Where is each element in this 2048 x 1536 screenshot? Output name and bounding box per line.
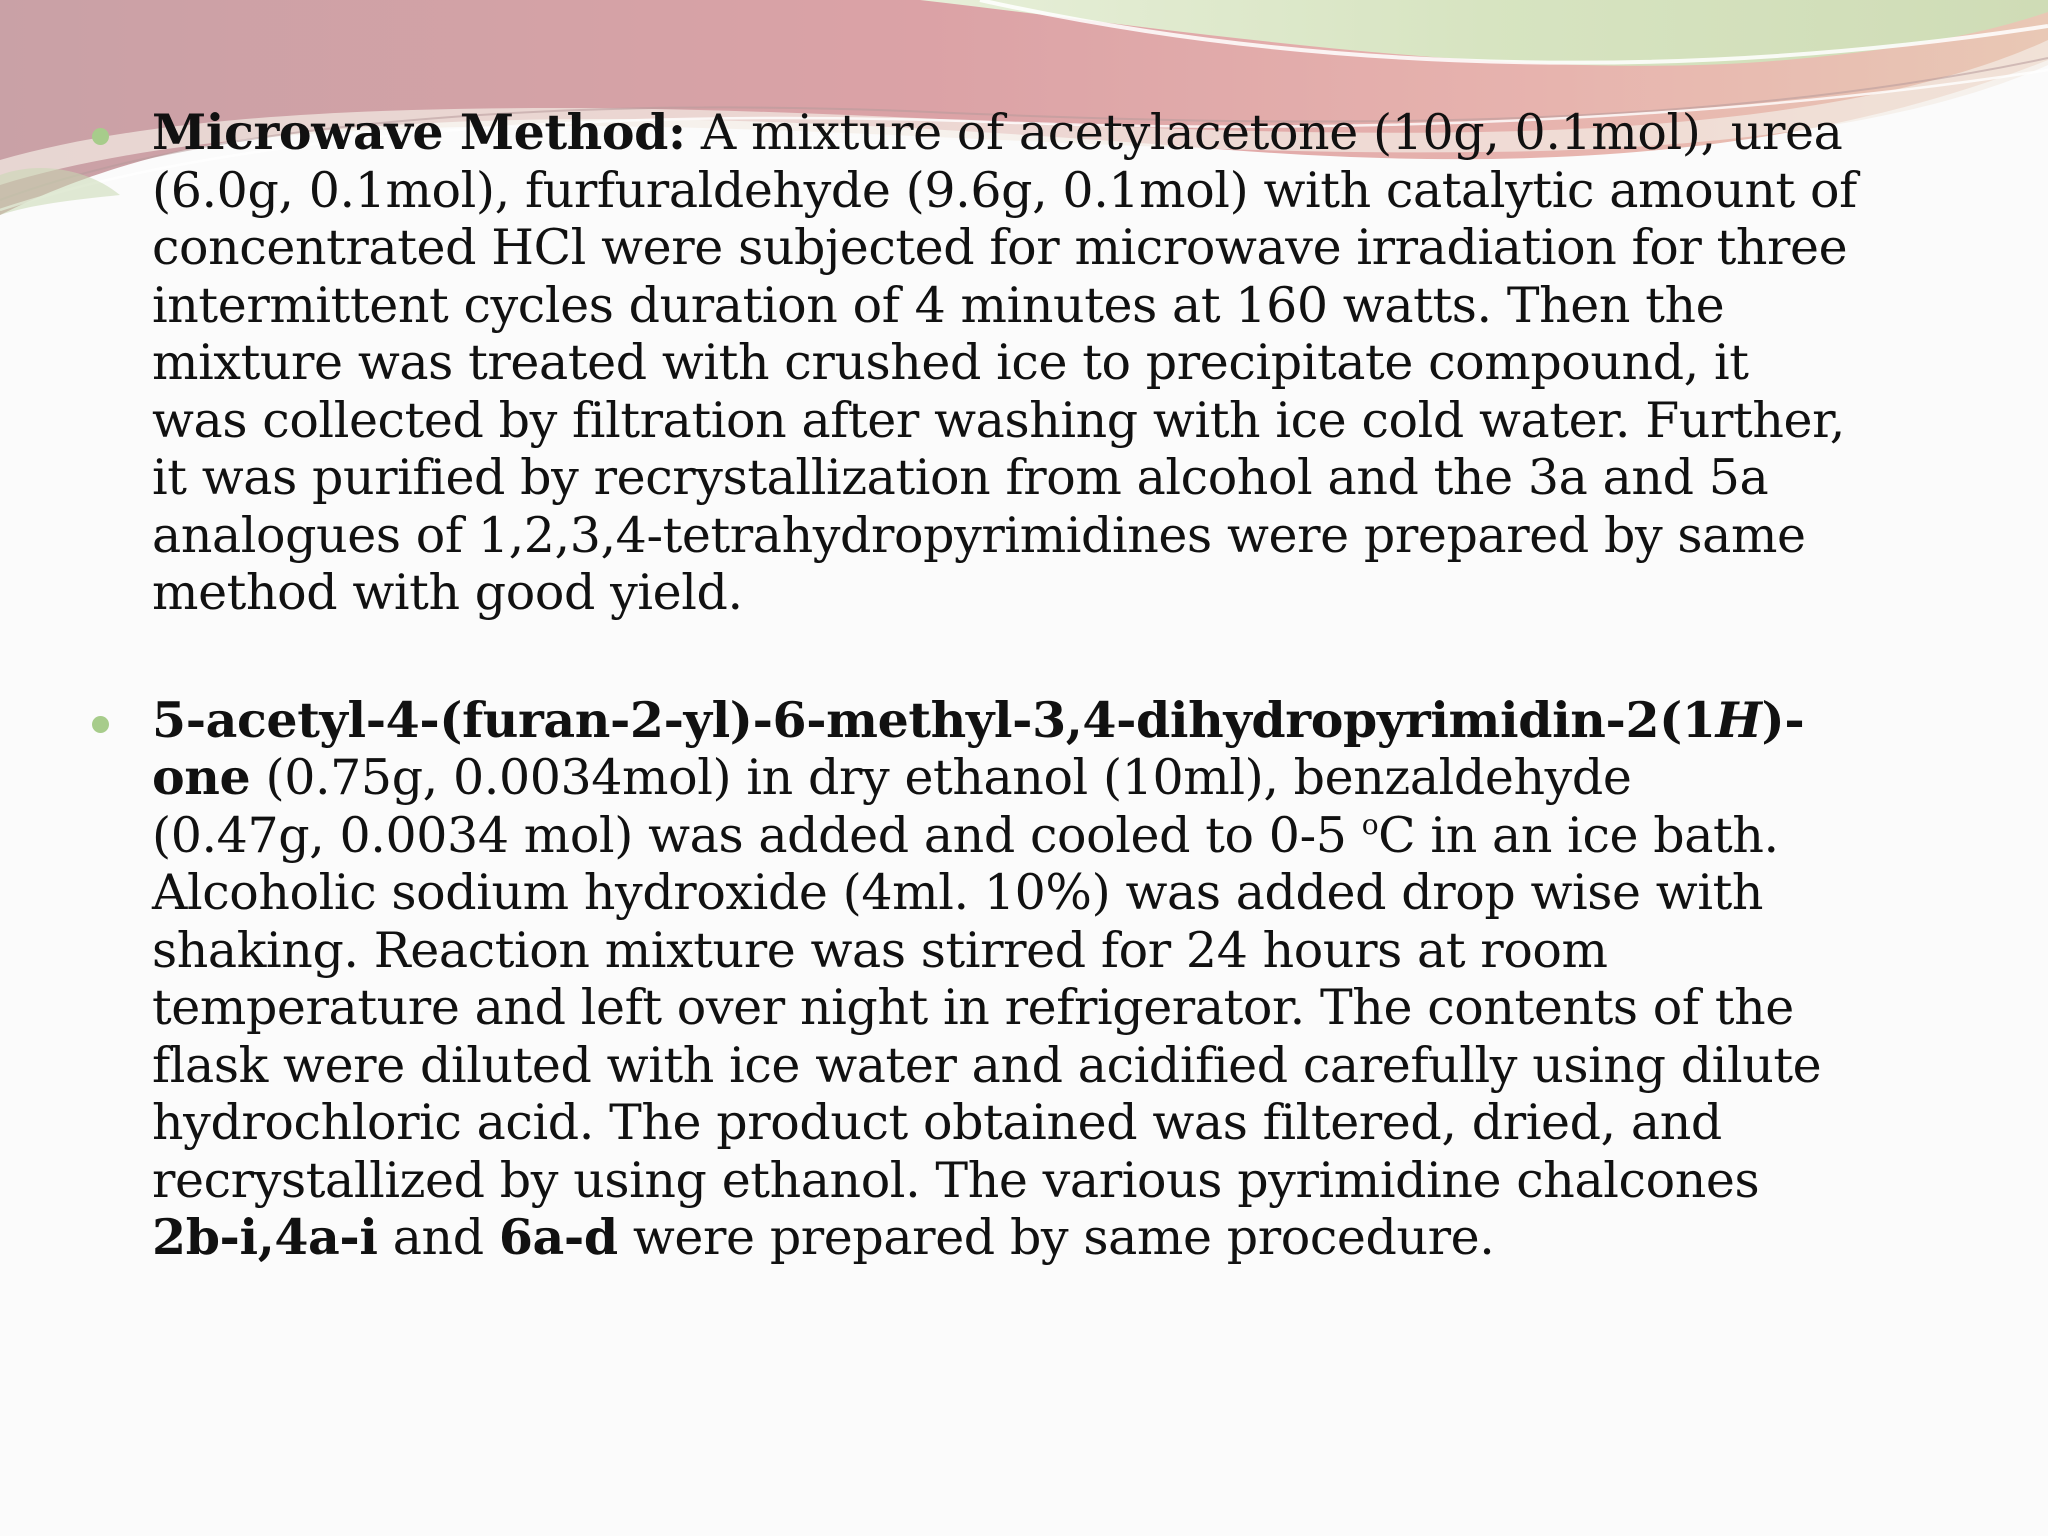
body-text: (0.75g, 0.0034mol) in dry ethanol (10ml), benzaldehyde (0.47g, 0.0034 mol) was added and cooled to 0-5	[152, 749, 1632, 864]
compound-label: 2b-i,4a-i	[152, 1208, 378, 1266]
compound-name-italic: H	[1715, 690, 1762, 749]
bullet-text	[152, 104, 1972, 622]
body-text: and	[377, 1209, 499, 1266]
bullet-dot-icon	[92, 128, 109, 145]
bullet-item-chalcone-procedure	[92, 692, 1972, 1267]
compound-name-end: )- one	[152, 690, 1805, 806]
bullet-item-microwave-method	[92, 104, 1972, 622]
body-text: C in an ice bath. Alcoholic sodium hydroxide (4ml. 10%) was added drop wise with shaking. Reaction mixture was stirred for 24 hours at room temperature and left over night in refrigerator. The contents of the flask were diluted with ice water and acidified carefully using dilute hydrochloric acid. The product obtained was filtered, dried, and recrystallized by using ethanol. The various pyrimidine chalcones	[152, 806, 1822, 1209]
compound-label: 6a-d	[498, 1208, 618, 1266]
body-text: A mixture of acetylacetone (10g, 0.1mol), urea (6.0g, 0.1mol), furfuraldehyde (9.6g, 0.1mol) with catalytic amount of concentrated HCl were subjected for microwave irradiation for three intermittent cycles duration of 4 minutes at 160 watts. Then the mixture was treated with crushed ice to precipitate compound, it was collected by filtration after washing with ice cold water. Further, it was purified by recrystallization from alcohol and the 3a and 5a analogues of 1,2,3,4-tetrahydropyrimidines were prepared by same method with good yield.	[152, 104, 1857, 621]
degree-superscript: o	[1361, 807, 1379, 841]
bullet-text	[152, 692, 1972, 1267]
slide-content	[92, 104, 1972, 1337]
compound-name: 5-acetyl-4-(furan-2-yl)-6-methyl-3,4-dihydropyrimidin-2(1	[152, 690, 1716, 749]
bullet-dot-icon	[92, 716, 109, 733]
bold-heading: Microwave Method:	[152, 103, 686, 161]
body-text: were prepared by same procedure.	[617, 1209, 1495, 1266]
